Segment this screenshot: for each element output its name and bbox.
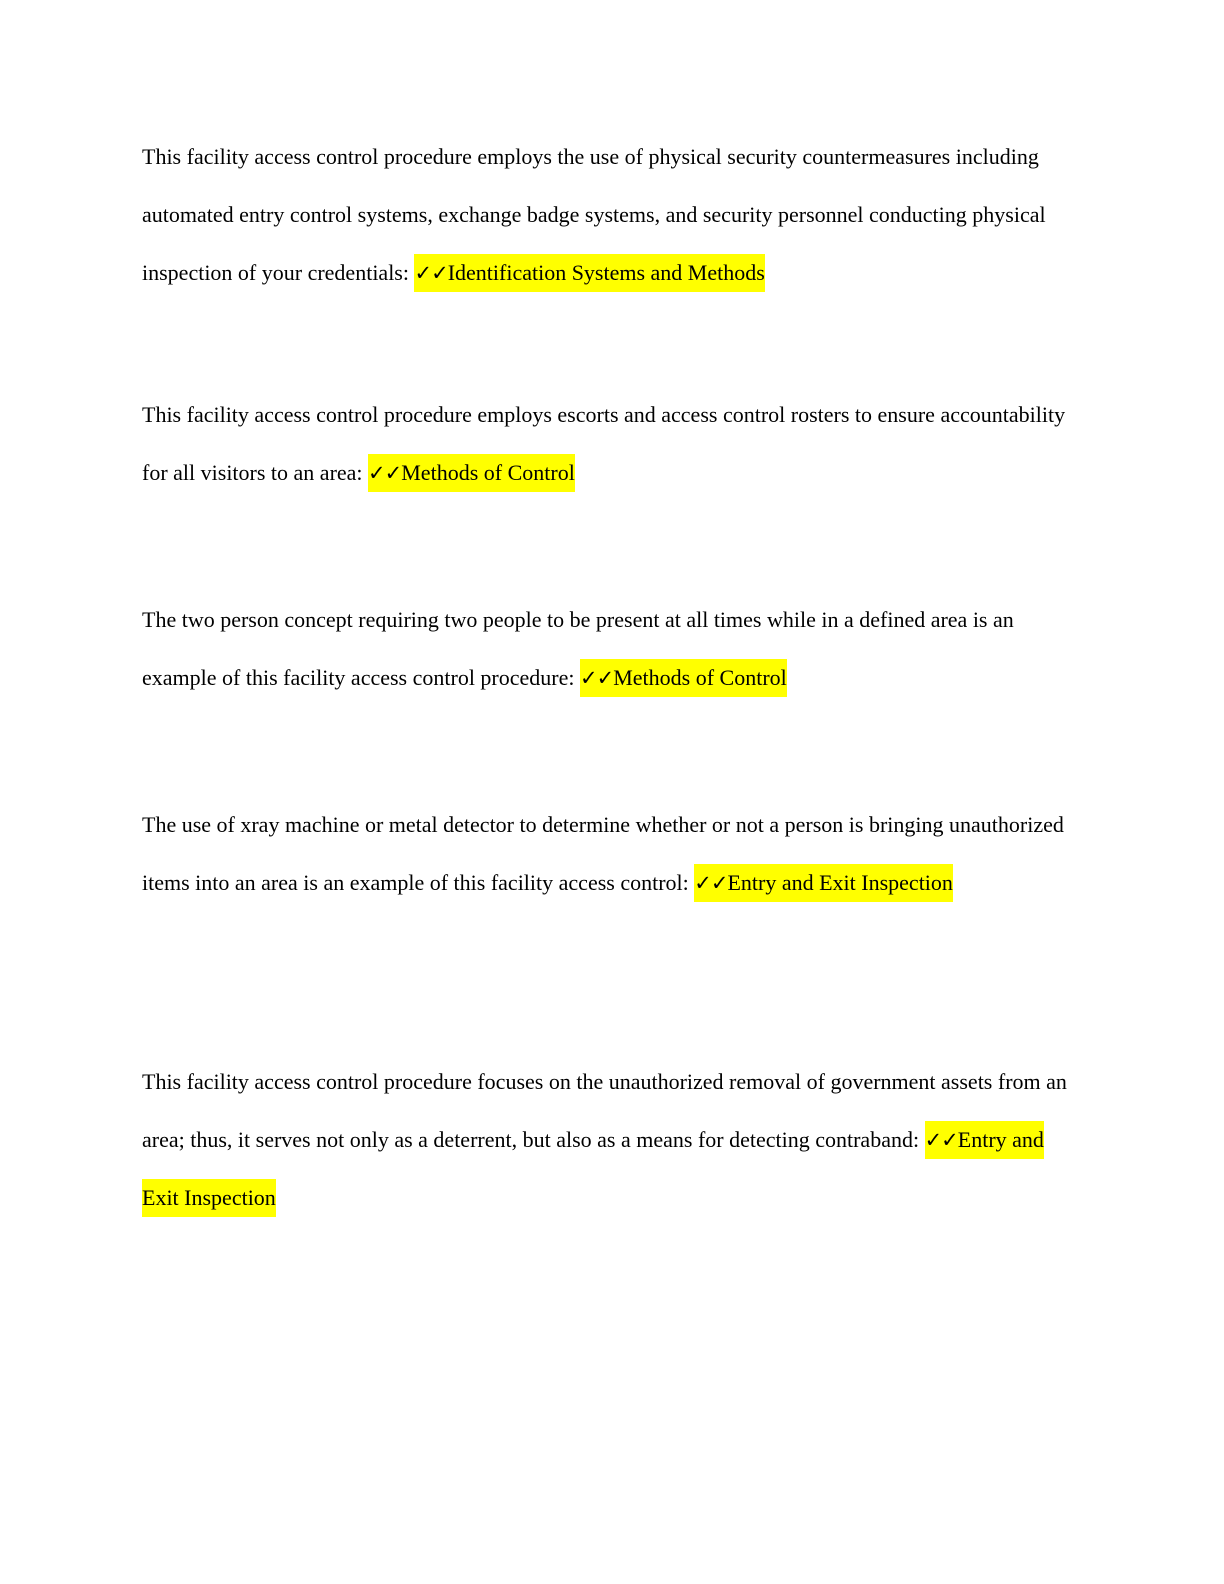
answer-text: Entry and Exit Inspection [142,1127,1044,1210]
question-text: The two person concept requiring two people to be present at all times while in a defined area is an example of this facility access control procedure: [142,607,1014,690]
qa-item [142,386,1077,502]
qa-item [142,796,1077,912]
answer-highlight [414,254,764,292]
answer-highlight [368,454,575,492]
answer-text: Identification Systems and Methods [447,260,765,285]
double-check-icon: ✓✓ [368,461,402,485]
qa-item [142,1053,1077,1227]
answer-text: Entry and Exit Inspection [727,870,953,895]
answer-highlight [694,864,953,902]
question-text: This facility access control procedure focuses on the unauthorized removal of government assets from an area; thus, it serves not only as a deterrent, but also as a means for detecting contraband: [142,1069,1067,1152]
double-check-icon: ✓✓ [414,261,448,285]
double-check-icon: ✓✓ [694,871,728,895]
qa-item [142,128,1077,302]
answer-highlight [580,659,787,697]
question-text: This facility access control procedure employs the use of physical security countermeasures including automated entry control systems, exchange badge systems, and security personnel conducting physical inspection of your credentials: [142,144,1046,285]
double-check-icon: ✓✓ [580,666,614,690]
question-text: This facility access control procedure employs escorts and access control rosters to ensure accountability for all visitors to an area: [142,402,1066,485]
answer-text: Methods of Control [401,460,575,485]
qa-item [142,591,1077,707]
answer-text: Methods of Control [613,665,787,690]
question-text: The use of xray machine or metal detector to determine whether or not a person is bringing unauthorized items into an area is an example of this facility access control: [142,812,1064,895]
double-check-icon: ✓✓ [924,1128,958,1152]
